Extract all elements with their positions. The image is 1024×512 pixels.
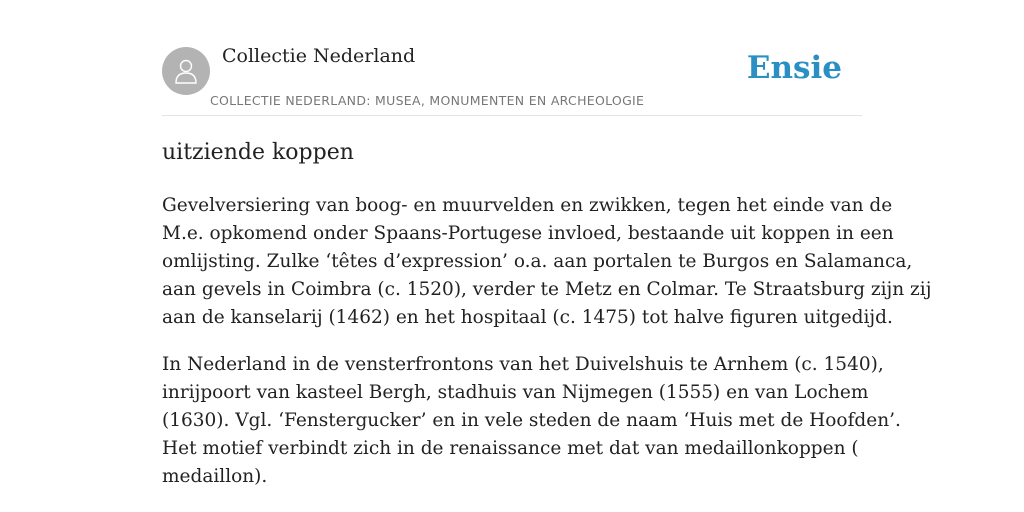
article-card bbox=[162, 0, 932, 512]
user-icon bbox=[171, 56, 201, 86]
text-line: (1630). Vgl. ‘Fenstergucker’ en in vele steden de naam ‘Huis met de Hoofden’. bbox=[162, 410, 901, 431]
text-line: omlijsting. Zulke ‘têtes d’expression’ o.a. aan portalen te Burgos en Salamanca, bbox=[162, 251, 913, 272]
paragraph bbox=[162, 351, 901, 491]
text-line: aan gevels in Coimbra (c. 1520), verder te Metz en Colmar. Te Straatsburg zijn zij bbox=[162, 279, 932, 300]
header-divider bbox=[162, 115, 862, 116]
text-line: aan de kanselarij (1462) en het hospitaal (c. 1475) tot halve figuren uitgedijd. bbox=[162, 307, 893, 328]
publication-name[interactable]: COLLECTIE NEDERLAND: MUSEA, MONUMENTEN EN ARCHEOLOGIE bbox=[210, 93, 645, 108]
text-line: medaillon). bbox=[162, 466, 268, 487]
article-body bbox=[162, 192, 932, 510]
text-line: In Nederland in de vensterfrontons van het Duivelshuis te Arnhem (c. 1540), bbox=[162, 354, 884, 375]
text-line: M.e. opkomend onder Spaans-Portugese invloed, bestaande uit koppen in een bbox=[162, 223, 894, 244]
author-name[interactable]: Collectie Nederland bbox=[222, 45, 416, 67]
brand-logo[interactable]: Ensie bbox=[746, 50, 842, 86]
paragraph bbox=[162, 192, 932, 332]
text-line: inrijpoort van kasteel Bergh, stadhuis van Nijmegen (1555) en van Lochem bbox=[162, 382, 869, 403]
author-avatar[interactable] bbox=[162, 47, 210, 95]
text-line: Het motief verbindt zich in de renaissance met dat van medaillonkoppen ( bbox=[162, 438, 859, 459]
article-title: uitziende koppen bbox=[162, 140, 354, 165]
text-line: Gevelversiering van boog- en muurvelden en zwikken, tegen het einde van de bbox=[162, 195, 893, 216]
